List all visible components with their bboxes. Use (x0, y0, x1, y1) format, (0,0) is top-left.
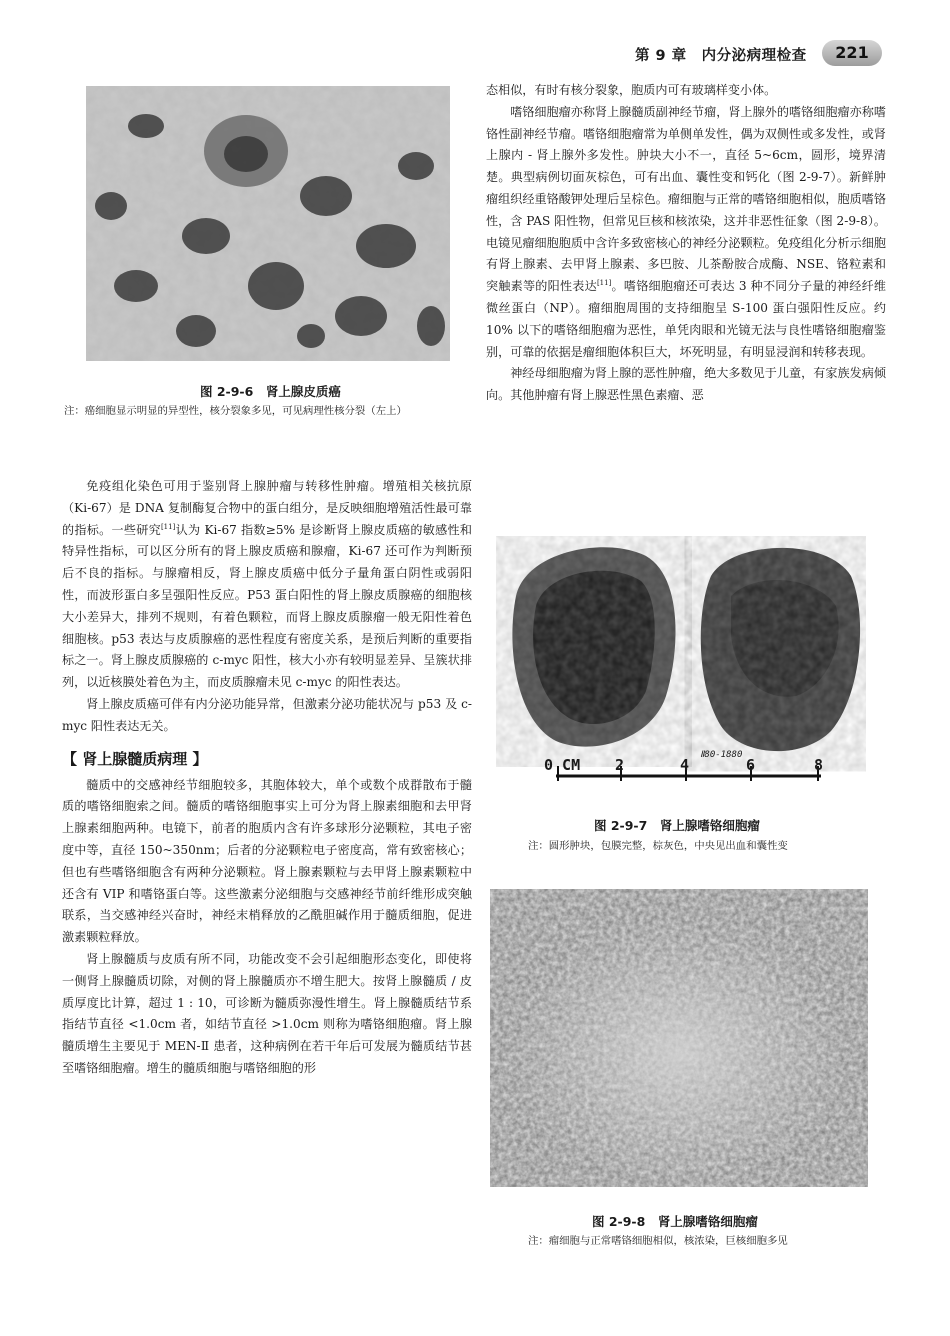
paragraph-medulla-cells: 髓质中的交感神经节细胞较多，其胞体较大，单个或数个成群散布于髓质的嗜铬细胞索之间。髓质的嗜铬细胞事实上可分为肾上腺素细胞和去甲肾上腺素细胞两种。电镜下，前者的胞质内含有许多球形分泌颗粒，其电子密度中等，直径 150~350nm；后者的分泌颗粒电子密度高，常有致密核心；但也有些嗜铬细胞含有两种分泌颗粒。肾上腺素颗粒与去甲肾上腺素颗粒中还含有 VIP 和嗜铬蛋白等。这些激素分泌细胞与交感神经节前纤维形成突触联系，当交感神经兴奋时，神经末梢释放的乙酰胆碱作用于髓质细胞，促进激素颗粒释放。 (62, 777, 472, 945)
running-header (560, 40, 890, 70)
specimen-code: Ⅱ80-1880 (700, 750, 743, 760)
right-column (486, 80, 886, 407)
figure-2-9-6-micrograph (86, 86, 450, 361)
ruler-label-2: 2 (615, 756, 625, 774)
figure-2-9-8-note: 注：瘤细胞与正常嗜铬细胞相似，核浓染，巨核细胞多见 (528, 1235, 788, 1247)
citation-11: [11] (160, 522, 176, 531)
figure-2-9-7-title: 图 2-9-7 肾上腺嗜铬细胞瘤 (594, 818, 760, 833)
figure-2-9-7-specimen-photo (496, 536, 866, 788)
ruler-label-8: 8 (814, 756, 824, 774)
page-number-badge: 221 (822, 40, 882, 66)
figure-2-9-7-note: 注：圆形肿块，包膜完整，棕灰色，中央见出血和囊性变 (528, 840, 788, 852)
paragraph-medulla-hyperplasia: 肾上腺髓质与皮质有所不同，功能改变不会引起细胞形态变化，即使将一侧肾上腺髓质切除，对侧的肾上腺髓质亦不增生肥大。按肾上腺髓质 / 皮质厚度比计算，超过 1 : 10，可诊断为髓质弥漫性增生。肾上腺髓质结节系指结节直径 <1.0cm 者，如结节直径 >1.0cm 则称为嗜铬细胞瘤。肾上腺髓质增生主要见于 MEN-Ⅱ 患者，这种病例在若干年后可发展为髓质结节甚至嗜铬细胞瘤。增生的髓质细胞与嗜铬细胞的形 (62, 951, 472, 1075)
paragraph-neuroblastoma: 神经母细胞瘤为肾上腺的恶性肿瘤，绝大多数见于儿童，有家族发病倾向。其他肿瘤有肾上腺恶性黑色素瘤、恶 (486, 366, 886, 403)
figure-2-9-8-title: 图 2-9-8 肾上腺嗜铬细胞瘤 (592, 1214, 758, 1229)
figure-2-9-6-note: 注：癌细胞显示明显的异型性，核分裂象多见，可见病理性核分裂（左上） (64, 405, 407, 417)
paragraph-endocrine: 肾上腺皮质癌可伴有内分泌功能异常，但激素分泌功能状况与 p53 及 c-myc 阳性表达无关。 (62, 696, 472, 733)
paragraph-ki67: 免疫组化染色可用于鉴别肾上腺肿瘤与转移性肿瘤。增殖相关核抗原（Ki-67）是 DNA 复制酶复合物中的蛋白组分，是反映细胞增殖活性最可靠的指标。一些研究[11]认为 Ki-67 指数≥5% 是诊断肾上腺皮质癌的敏感性和特异性指标，可以区分所有的肾上腺皮质癌和腺瘤，Ki-67 还可作为判断预后不良的指标。与腺瘤相反，肾上腺皮质癌中低分子量角蛋白阴性或弱阳性，而波形蛋白多呈强阳性反应。P53 蛋白阳性的肾上腺皮质腺癌的细胞核大小差异大，排列不规则，有着色颗粒，而肾上腺皮质腺瘤一般无阳性着色细胞核。p53 表达与皮质腺癌的恶性程度有密度关系，是预后判断的重要指标之一。肾上腺皮质腺癌的 c-myc 阳性，核大小亦有较明显差异、呈簇状排列，以近核膜处着色为主，而皮质腺瘤未见 c-myc 的阳性表达。 (62, 479, 472, 690)
paragraph-continuation: 态相似，有时有核分裂象，胞质内可有玻璃样变小体。 (486, 83, 777, 97)
section-heading-medulla: 【 肾上腺髓质病理 】 (62, 749, 208, 768)
paragraph-pheochromocytoma: 嗜铬细胞瘤亦称肾上腺髓质副神经节瘤，肾上腺外的嗜铬细胞瘤亦称嗜铬性副神经节瘤。嗜铬细胞瘤常为单侧单发性，偶为双侧性或多发性，或肾上腺内 - 肾上腺外多发性。肿块大小不一，直径 5~6cm，圆形，境界清楚。典型病例切面灰棕色，可有出血、囊性变和钙化（图 2-9-7）。新鲜肿瘤组织经重铬酸钾处理后呈棕色。瘤细胞与正常的嗜铬细胞相似，胞质嗜铬性，含 PAS 阳性物，但常见巨核和核浓染，这并非恶性征象（图 2-9-8）。电镜见瘤细胞胞质中含许多致密核心的神经分泌颗粒。免疫组化分析示细胞有肾上腺素、去甲肾上腺素、多巴胺、儿茶酚胺合成酶、NSE、铬粒素和突触素等的阳性表达[11]。嗜铬细胞瘤还可表达 3 种不同分子量的神经纤维微丝蛋白（NP）。瘤细胞周围的支持细胞呈 S-100 蛋白强阳性反应。约 10% 以下的嗜铬细胞瘤为恶性，单凭肉眼和光镜无法与良性嗜铬细胞瘤鉴别，可靠的依据是瘤细胞体积巨大，坏死明显，有明显浸润和转移表现。 (486, 104, 886, 359)
ruler-label-4: 4 (680, 756, 690, 774)
figure-2-9-8-micrograph (490, 889, 868, 1187)
figure-2-9-6-title: 图 2-9-6 肾上腺皮质癌 (200, 384, 341, 399)
ruler-label-6: 6 (746, 756, 756, 774)
ruler-label-0: 0 CM (544, 756, 581, 774)
chapter-title: 第 9 章 内分泌病理检查 (635, 48, 807, 64)
ruler-labels (496, 750, 866, 780)
left-column (62, 476, 472, 1080)
citation-11-right: [11] (596, 279, 612, 288)
